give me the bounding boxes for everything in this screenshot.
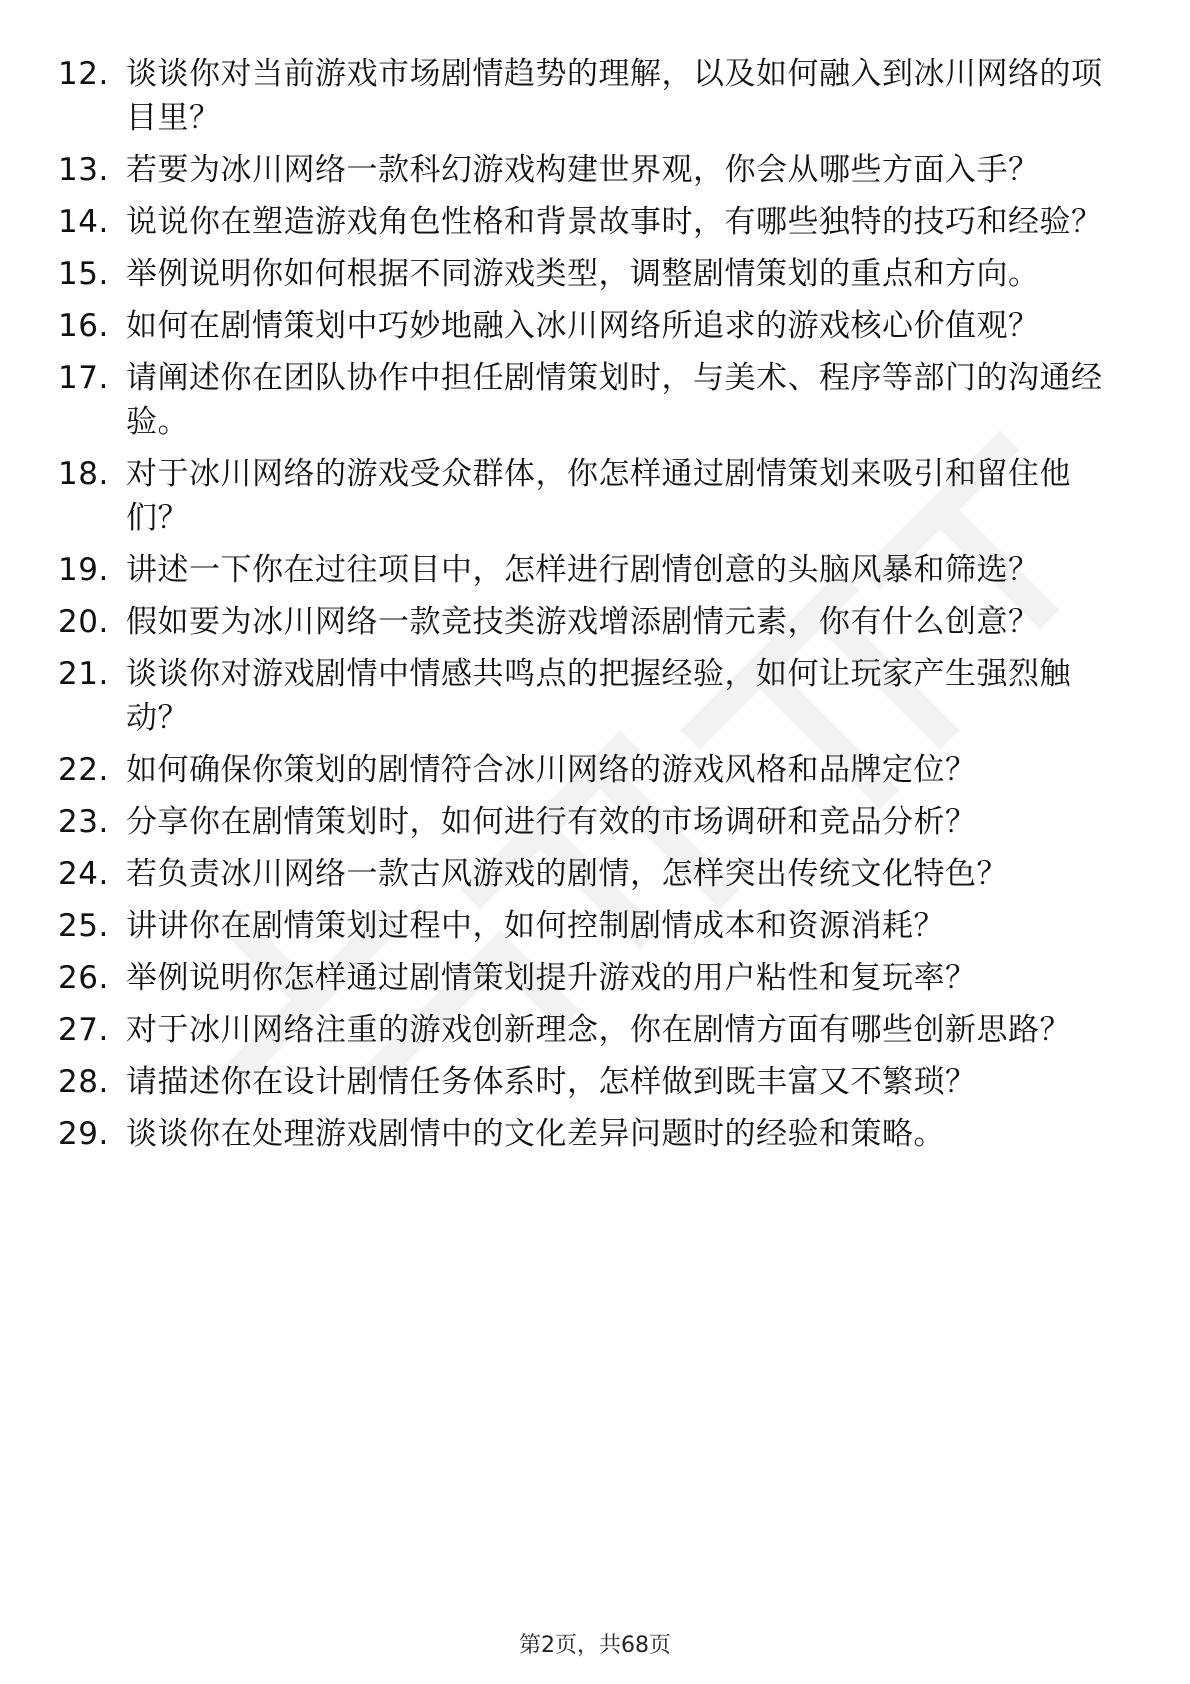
question-text: 如何确保你策划的剧情符合冰川网络的游戏风格和品牌定位？ bbox=[126, 752, 977, 788]
question-text: 谈谈你对当前游戏市场剧情趋势的理解，以及如何融入到冰川网络的项目里？ bbox=[126, 56, 1103, 136]
question-item bbox=[58, 652, 1128, 740]
question-item bbox=[58, 304, 1128, 348]
question-number: 20. bbox=[58, 604, 109, 640]
question-item bbox=[58, 1008, 1128, 1052]
question-number: 17. bbox=[58, 360, 109, 396]
question-text: 请阐述你在团队协作中担任剧情策划时，与美术、程序等部门的沟通经验。 bbox=[126, 360, 1103, 440]
question-item bbox=[58, 52, 1128, 140]
question-item bbox=[58, 356, 1128, 444]
question-text: 说说你在塑造游戏角色性格和背景故事时，有哪些独特的技巧和经验？ bbox=[126, 204, 1103, 240]
question-number: 18. bbox=[58, 456, 109, 492]
question-item bbox=[58, 800, 1128, 844]
question-number: 26. bbox=[58, 960, 109, 996]
question-list bbox=[58, 52, 1128, 1164]
question-text: 如何在剧情策划中巧妙地融入冰川网络所追求的游戏核心价值观？ bbox=[126, 308, 1040, 344]
question-item bbox=[58, 1112, 1128, 1156]
question-number: 19. bbox=[58, 552, 109, 588]
question-text: 举例说明你如何根据不同游戏类型，调整剧情策划的重点和方向。 bbox=[126, 256, 1040, 292]
question-number: 27. bbox=[58, 1012, 109, 1048]
question-text: 分享你在剧情策划时，如何进行有效的市场调研和竞品分析？ bbox=[126, 804, 977, 840]
question-item bbox=[58, 748, 1128, 792]
question-text: 举例说明你怎样通过剧情策划提升游戏的用户粘性和复玩率？ bbox=[126, 960, 977, 996]
question-text: 若要为冰川网络一款科幻游戏构建世界观，你会从哪些方面入手？ bbox=[126, 152, 1040, 188]
question-item bbox=[58, 452, 1128, 540]
question-text: 请描述你在设计剧情任务体系时，怎样做到既丰富又不繁琐？ bbox=[126, 1064, 977, 1100]
question-item bbox=[58, 1060, 1128, 1104]
question-item bbox=[58, 904, 1128, 948]
question-number: 16. bbox=[58, 308, 109, 344]
question-number: 22. bbox=[58, 752, 109, 788]
question-text: 谈谈你对游戏剧情中情感共鸣点的把握经验，如何让玩家产生强烈触动？ bbox=[126, 656, 1071, 736]
question-text: 若负责冰川网络一款古风游戏的剧情，怎样突出传统文化特色？ bbox=[126, 856, 1008, 892]
question-text: 讲述一下你在过往项目中，怎样进行剧情创意的头脑风暴和筛选？ bbox=[126, 552, 1040, 588]
question-item bbox=[58, 548, 1128, 592]
question-number: 13. bbox=[58, 152, 109, 188]
question-number: 12. bbox=[58, 56, 109, 92]
question-number: 25. bbox=[58, 908, 109, 944]
question-item bbox=[58, 956, 1128, 1000]
question-number: 28. bbox=[58, 1064, 109, 1100]
question-item bbox=[58, 600, 1128, 644]
question-number: 24. bbox=[58, 856, 109, 892]
page-footer: 第2页，共68页 bbox=[519, 1633, 671, 1658]
question-number: 21. bbox=[58, 656, 109, 692]
question-number: 14. bbox=[58, 204, 109, 240]
question-item bbox=[58, 148, 1128, 192]
question-item bbox=[58, 252, 1128, 296]
question-text: 谈谈你在处理游戏剧情中的文化差异问题时的经验和策略。 bbox=[126, 1116, 945, 1152]
question-number: 15. bbox=[58, 256, 109, 292]
question-number: 23. bbox=[58, 804, 109, 840]
question-text: 对于冰川网络的游戏受众群体，你怎样通过剧情策划来吸引和留住他们？ bbox=[126, 456, 1071, 536]
question-number: 29. bbox=[58, 1116, 109, 1152]
question-text: 讲讲你在剧情策划过程中，如何控制剧情成本和资源消耗？ bbox=[126, 908, 945, 944]
question-text: 对于冰川网络注重的游戏创新理念，你在剧情方面有哪些创新思路？ bbox=[126, 1012, 1071, 1048]
question-text: 假如要为冰川网络一款竞技类游戏增添剧情元素，你有什么创意？ bbox=[126, 604, 1040, 640]
question-item bbox=[58, 852, 1128, 896]
question-item bbox=[58, 200, 1128, 244]
